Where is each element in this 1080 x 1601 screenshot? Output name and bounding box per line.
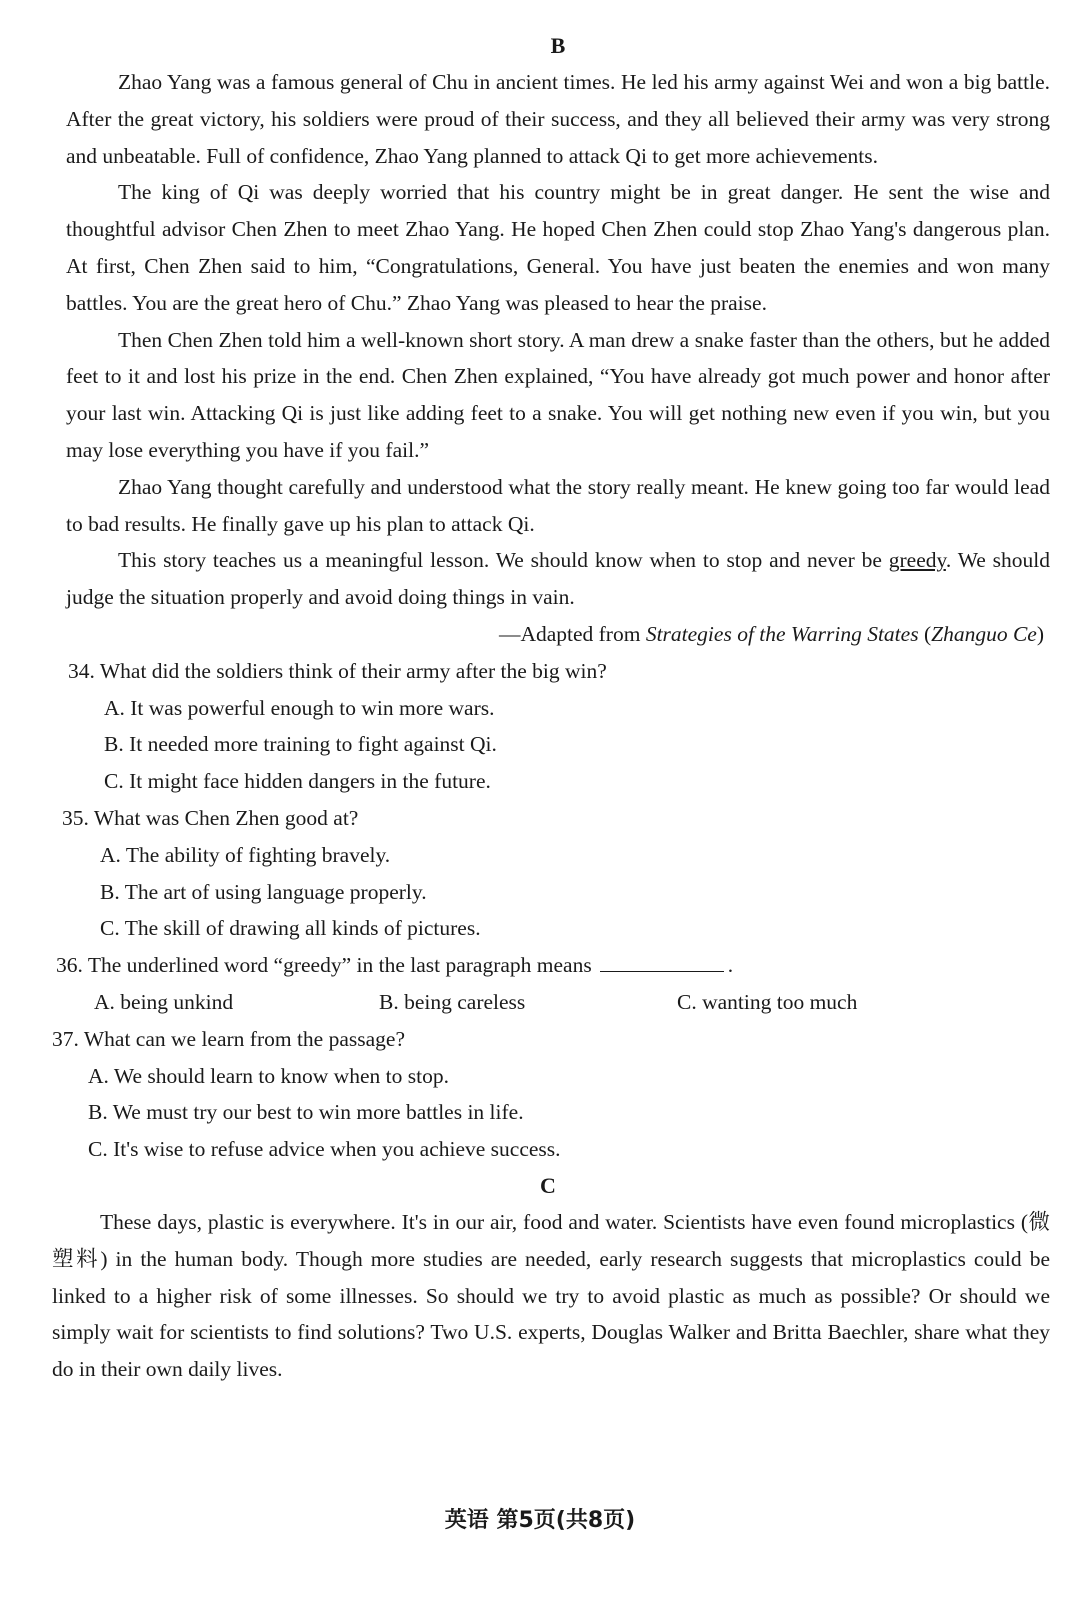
- question-36-stem-line: [56, 947, 1050, 984]
- page-footer: 英语 第5页(共8页): [444, 1508, 636, 1533]
- source-title: Strategies of the Warring States: [645, 621, 919, 646]
- passage-b-paragraph-2: The king of Qi was deeply worried that his country might be in great danger. He sent the wise and thoughtful advisor Chen Zhen to meet Zhao Yang. He hoped Chen Zhen could stop Zhao Yang's dangerous plan. At first, Chen Zhen said to him, “Congratulations, General. You have just beaten the enemies and won many battles. You are the great hero of Chu.” Zhao Yang was pleased to hear the praise.: [66, 180, 1050, 315]
- question-37: [52, 1021, 1050, 1168]
- question-37-stem: 37. What can we learn from the passage?: [52, 1026, 406, 1051]
- source-attribution: [66, 616, 1050, 653]
- question-36-option-b: B. being careless: [379, 989, 526, 1014]
- section-b-heading: B: [550, 33, 566, 58]
- question-34-option-c: C. It might face hidden dangers in the future.: [104, 769, 491, 794]
- passage-b-paragraph-3: Then Chen Zhen told him a well-known short story. A man drew a snake faster than the others, but he added feet to it and lost his prize in the end. Chen Zhen explained, “You have already got much power and honor after your last win. Attacking Qi is just like adding feet to a snake. You will get nothing new even if you win, but you may lose everything you have if you fail.”: [66, 327, 1050, 462]
- underlined-word-greedy: greedy: [888, 548, 946, 573]
- source-paren-close: ): [1036, 621, 1044, 646]
- passage-c-paragraph-1: These days, plastic is everywhere. It's in our air, food and water. Scientists have even found microplastics (微塑料) in the human body. Though more studies are needed, early research suggests that microplastics could be linked to a higher risk of some illnesses. So should we try to avoid plastic as much as possible? Or should we simply wait for scientists to find solutions? Two U.S. experts, Douglas Walker and Britta Baechler, share what they do in their own daily lives.: [52, 1209, 1050, 1382]
- question-37-option-a: A. We should learn to know when to stop.: [88, 1063, 449, 1088]
- paragraph-5-text-before: This story teaches us a meaningful lesson. We should know when to stop and never be: [118, 548, 889, 573]
- question-34-option-b: B. It needed more training to fight against Qi.: [104, 732, 497, 757]
- question-36-option-a: A. being unkind: [94, 989, 234, 1014]
- question-36-stem: 36. The underlined word “greedy” in the last paragraph means: [56, 953, 592, 978]
- question-36: [56, 947, 1050, 1021]
- question-35-option-b: B. The art of using language properly.: [100, 879, 427, 904]
- question-34: [66, 653, 1050, 800]
- question-35-stem: 35. What was Chen Zhen good at?: [62, 805, 359, 830]
- question-37-option-c: C. It's wise to refuse advice when you achieve success.: [88, 1137, 561, 1162]
- question-35-option-a: A. The ability of fighting bravely.: [100, 842, 391, 867]
- source-alt-title: Zhanguo Ce: [931, 621, 1037, 646]
- question-37-option-b: B. We must try our best to win more battles in life.: [88, 1100, 524, 1125]
- question-36-stem-end: .: [727, 953, 734, 978]
- passage-b-paragraph-1: Zhao Yang was a famous general of Chu in ancient times. He led his army against Wei and won a big battle. After the great victory, his soldiers were proud of their success, and they all believed their army was very strong and unbeatable. Full of confidence, Zhao Yang planned to attack Qi to get more achievements.: [66, 70, 1050, 168]
- passage-b-paragraph-4: Zhao Yang thought carefully and understood what the story really meant. He knew going too far would lead to bad results. He finally gave up his plan to attack Qi.: [66, 474, 1050, 536]
- paragraph-5-text-after: . We should judge the situation properly and avoid doing things in vain.: [66, 548, 1050, 610]
- question-35: [62, 800, 1050, 947]
- source-prefix: —Adapted from: [498, 621, 646, 646]
- passage-b-paragraph-5: [66, 542, 1050, 616]
- question-34-stem: 34. What did the soldiers think of their army after the big win?: [68, 658, 607, 683]
- question-36-option-c: C. wanting too much: [677, 989, 858, 1014]
- section-c-heading: C: [540, 1172, 556, 1198]
- question-35-option-c: C. The skill of drawing all kinds of pictures.: [100, 916, 481, 941]
- question-36-options: [94, 984, 1050, 1021]
- answer-blank: [600, 949, 724, 972]
- source-paren-open: (: [918, 621, 932, 646]
- question-34-option-a: A. It was powerful enough to win more wars.: [104, 695, 495, 720]
